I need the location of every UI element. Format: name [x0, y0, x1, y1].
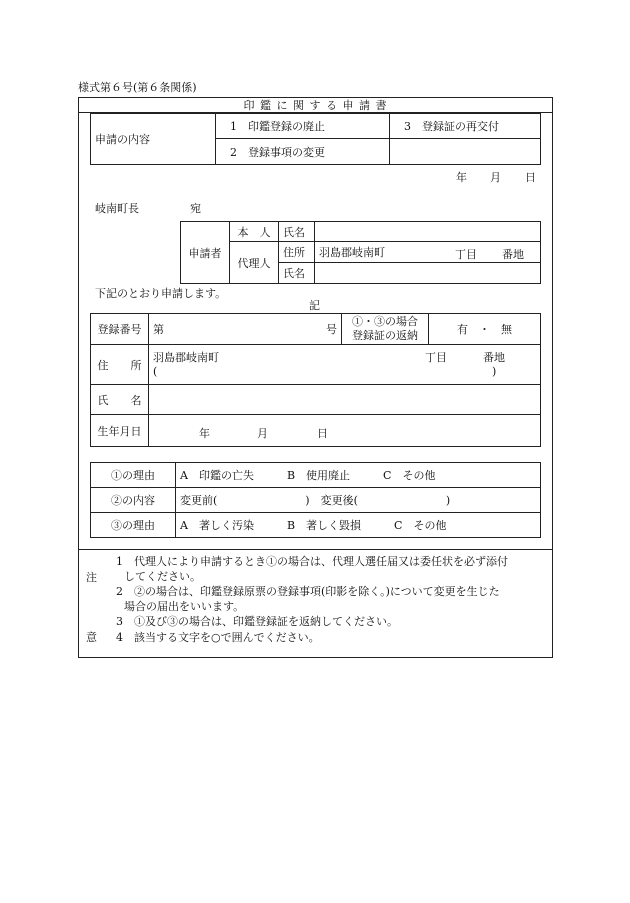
details-table: [90, 313, 541, 447]
form-label: 様式第６号(第６条関係): [78, 81, 197, 94]
notes-label-2: 意: [86, 631, 97, 644]
recipient-name: 岐南町長: [95, 202, 139, 215]
agent-address-prefix: 羽島郡岐南町: [319, 246, 385, 259]
address-paren-close: ): [492, 365, 497, 378]
request-content-table: [90, 113, 541, 165]
option-change[interactable]: 2 登録事項の変更: [216, 139, 390, 165]
reg-no-field[interactable]: [149, 314, 342, 345]
reason-3-label: ③の理由: [91, 513, 176, 538]
birth-month: 月: [257, 427, 268, 440]
form-title: 印 鑑 に 関 す る 申 請 書: [243, 99, 388, 112]
address-label: 住 所: [91, 345, 149, 385]
agent-label: 代理人: [230, 242, 279, 284]
recipient-suffix: 宛: [190, 202, 201, 215]
note-item: 2 ②の場合は、印鑑登録原票の登録事項(印影を除く。)について変更を生じた: [116, 585, 500, 598]
birth-day: 日: [317, 427, 328, 440]
empty-option-cell: [390, 139, 541, 165]
birth-field[interactable]: [149, 415, 541, 447]
name-label: 氏 名: [91, 385, 149, 415]
intro-text: 下記のとおり申請します。: [95, 287, 227, 300]
name-field[interactable]: [149, 385, 541, 415]
reason-2-options[interactable]: 変更前( ) 変更後( ): [176, 488, 541, 513]
agent-address-label: 住所: [279, 242, 315, 263]
agent-banchi: 番地: [502, 248, 524, 261]
notes-label-1: 注: [86, 571, 97, 584]
applicant-label: 申請者: [181, 222, 230, 284]
applicant-table: [180, 221, 541, 284]
agent-address-field[interactable]: [315, 242, 541, 263]
reg-no-go: 号: [326, 323, 337, 336]
birth-label: 生年月日: [91, 415, 149, 447]
date-month[interactable]: 月: [490, 171, 501, 184]
address-prefix: 羽島郡岐南町: [153, 350, 219, 364]
return-label: [342, 314, 429, 345]
birth-year: 年: [199, 427, 210, 440]
reg-no-label: 登録番号: [91, 314, 149, 345]
return-options[interactable]: 有 ・ 無: [429, 314, 541, 345]
request-content-label: 申請の内容: [91, 114, 216, 165]
agent-chome: 丁目: [455, 248, 477, 261]
reason-1-options[interactable]: A 印鑑の亡失 B 使用廃止 C その他: [176, 463, 541, 488]
agent-name-field[interactable]: [315, 263, 541, 284]
return-label-line1: ①・③の場合: [352, 315, 418, 328]
self-label: 本 人: [230, 222, 279, 242]
return-label-line2: 登録証の返納: [352, 329, 418, 342]
note-item: 場合の届出をいいます。: [124, 600, 245, 613]
note-item: してください。: [124, 570, 201, 583]
reasons-table: [90, 462, 541, 538]
reason-2-label: ②の内容: [91, 488, 176, 513]
date-day[interactable]: 日: [525, 171, 536, 184]
date-year[interactable]: 年: [456, 171, 467, 184]
reason-3-options[interactable]: A 著しく汚染 B 著しく毀損 C その他: [176, 513, 541, 538]
address-banchi: 番地: [483, 351, 505, 364]
note-item: 4 該当する文字を○で囲んでください。: [116, 631, 320, 644]
address-field[interactable]: [149, 345, 541, 385]
reg-no-dai: 第: [153, 323, 164, 336]
address-chome: 丁目: [425, 351, 447, 364]
address-paren-open: (: [153, 364, 158, 378]
self-name-field[interactable]: [315, 222, 541, 242]
reason-1-label: ①の理由: [91, 463, 176, 488]
option-reissue[interactable]: 3 登録証の再交付: [390, 114, 541, 139]
note-item: 3 ①及び③の場合は、印鑑登録証を返納してください。: [116, 615, 398, 628]
ki-label: 記: [309, 299, 320, 312]
self-name-label: 氏名: [279, 222, 315, 242]
option-abolish[interactable]: 1 印鑑登録の廃止: [216, 114, 390, 139]
note-item: 1 代理人により申請するとき①の場合は、代理人選任届又は委任状を必ず添付: [116, 555, 508, 568]
agent-name-label: 氏名: [279, 263, 315, 284]
notes-divider: [78, 549, 553, 550]
